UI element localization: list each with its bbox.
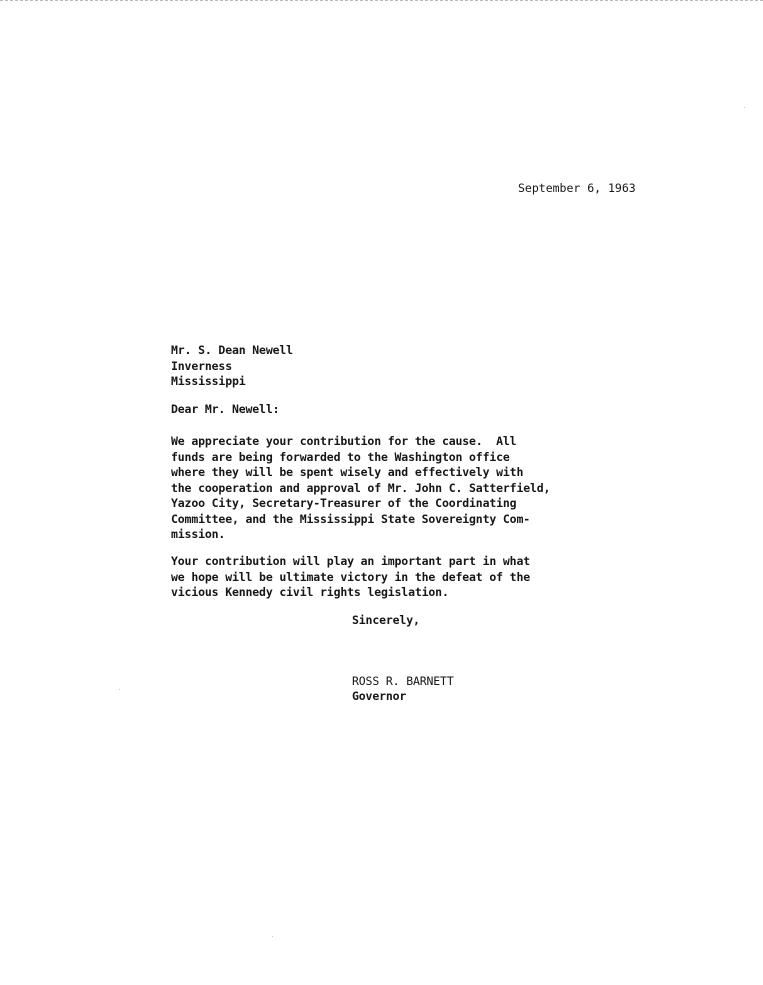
paragraph-line: funds are being forwarded to the Washington office	[171, 449, 510, 464]
closing: Sincerely,	[352, 613, 420, 627]
body-paragraph-1	[171, 434, 550, 543]
signer-name: ROSS R. BARNETT	[352, 674, 454, 688]
paragraph-line: mission.	[171, 527, 226, 541]
scan-speck	[119, 689, 120, 690]
scan-speck	[272, 936, 273, 937]
signer-title: Governor	[352, 689, 407, 703]
letter-date: September 6, 1963	[518, 181, 636, 195]
recipient-state: Mississippi	[171, 374, 246, 388]
recipient-city: Inverness	[171, 358, 232, 373]
paragraph-line: Your contribution will play an important part in what	[171, 554, 531, 568]
recipient-name: Mr. S. Dean Newell	[171, 343, 293, 357]
salutation: Dear Mr. Newell:	[171, 402, 280, 416]
paragraph-line: the cooperation and approval of Mr. John C. Satterfield,	[171, 480, 551, 495]
scan-speck	[744, 107, 745, 108]
body-paragraph-2	[171, 554, 530, 601]
paragraph-line: we hope will be ultimate victory in the defeat of the	[171, 569, 531, 584]
paragraph-line: vicious Kennedy civil rights legislation.	[171, 585, 449, 599]
recipient-address	[171, 343, 293, 390]
paragraph-line: Yazoo City, Secretary-Treasurer of the Coordinating	[171, 496, 517, 510]
paragraph-line: where they will be spent wisely and effectively with	[171, 465, 524, 479]
paragraph-line: We appreciate your contribution for the cause. All	[171, 434, 517, 448]
paragraph-line: Committee, and the Mississippi State Sovereignty Com-	[171, 511, 531, 526]
